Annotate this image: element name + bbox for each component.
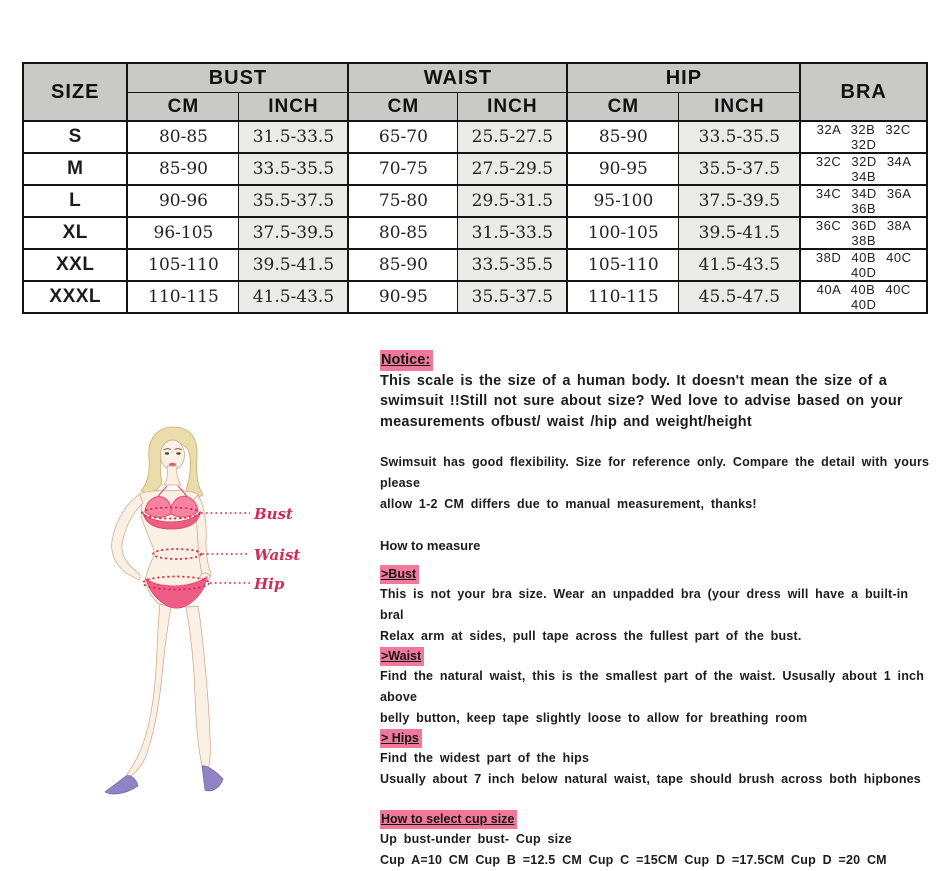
- figure-eye-right: [176, 452, 180, 454]
- size-value: XXL: [23, 249, 127, 281]
- hip-inch-value: 35.5-37.5: [679, 153, 801, 185]
- bra-value: 32C 32D 34A 34B: [800, 153, 927, 185]
- header-bust-cm: CM: [127, 93, 238, 122]
- header-bra: BRA: [800, 63, 927, 121]
- waist-inch-value: 29.5-31.5: [458, 185, 567, 217]
- figure-right-leg: [186, 606, 210, 776]
- waist-inch-value: 33.5-35.5: [458, 249, 567, 281]
- notice-intro-line2: swimsuit !!Still not sure about size? Wed love to advise based on your: [380, 393, 903, 409]
- table-row-xxxl: [23, 281, 927, 313]
- header-size: SIZE: [23, 63, 127, 121]
- hip-inch-value: 41.5-43.5: [679, 249, 801, 281]
- waist-instruction-line2: belly button, keep tape slightly loose to allow for breathing room: [380, 711, 808, 725]
- notice-title: Notice:: [380, 350, 433, 371]
- waist-inch-value: 27.5-29.5: [458, 153, 567, 185]
- notice-intro-line1: This scale is the size of a human body. It doesn't mean the size of a: [380, 372, 888, 389]
- header-bust: BUST: [127, 63, 348, 93]
- waist-section-heading: >Waist: [380, 647, 424, 666]
- waist-cm-value: 75-80: [348, 185, 457, 217]
- bust-inch-value: 37.5-39.5: [239, 217, 348, 249]
- spacer: [380, 432, 932, 452]
- table-row-m: [23, 153, 927, 185]
- waist-label: Waist: [254, 546, 301, 564]
- header-hip-cm: CM: [567, 93, 678, 122]
- spacer: [380, 556, 932, 565]
- hip-inch-value: 37.5-39.5: [679, 185, 801, 217]
- header-hip-inch: INCH: [679, 93, 801, 122]
- waist-cm-value: 65-70: [348, 121, 457, 153]
- table-row-xl: [23, 217, 927, 249]
- size-value: XXXL: [23, 281, 127, 313]
- figure-left-shoe: [105, 776, 138, 794]
- table-row-xxl: [23, 249, 927, 281]
- bust-instruction-line2: Relax arm at sides, pull tape across the fullest part of the bust.: [380, 629, 802, 643]
- bra-value: 32A 32B 32C 32D: [800, 121, 927, 153]
- bra-value: 40A 40B 40C 40D: [800, 281, 927, 313]
- hip-inch-value: 33.5-35.5: [679, 121, 801, 153]
- bust-inch-value: 41.5-43.5: [239, 281, 348, 313]
- bust-label: Bust: [254, 505, 293, 523]
- hip-cm-value: 90-95: [567, 153, 678, 185]
- bust-cm-value: 80-85: [127, 121, 238, 153]
- hip-inch-value: 45.5-47.5: [679, 281, 801, 313]
- how-to-measure-heading: How to measure: [380, 538, 481, 553]
- figure-left-leg: [124, 604, 171, 780]
- figure-left-arm: [112, 494, 143, 580]
- figure-right-shoe: [202, 766, 223, 791]
- table-row-l: [23, 185, 927, 217]
- bust-instruction-line1: This is not your bra size. Wear an unpadded bra (your dress will have a built-in bral: [380, 587, 909, 622]
- notice-intro-line3: measurements ofbust/ waist /hip and weight/height: [380, 413, 752, 430]
- bust-inch-value: 35.5-37.5: [239, 185, 348, 217]
- hip-cm-value: 100-105: [567, 217, 678, 249]
- table-row-s: [23, 121, 927, 153]
- bust-cm-value: 96-105: [127, 217, 238, 249]
- figure-neck: [164, 466, 181, 485]
- cup-size-line1: Up bust-under bust- Cup size: [380, 832, 572, 846]
- header-bust-inch: INCH: [239, 93, 348, 122]
- hip-cm-value: 105-110: [567, 249, 678, 281]
- waist-cm-value: 90-95: [348, 281, 457, 313]
- hip-cm-value: 95-100: [567, 185, 678, 217]
- header-hip: HIP: [567, 63, 800, 93]
- size-value: XL: [23, 217, 127, 249]
- bust-inch-value: 33.5-35.5: [239, 153, 348, 185]
- spacer: [380, 790, 932, 810]
- size-value: M: [23, 153, 127, 185]
- header-waist-cm: CM: [348, 93, 457, 122]
- bust-section-heading: >Bust: [380, 565, 419, 584]
- waist-inch-value: 35.5-37.5: [458, 281, 567, 313]
- waist-cm-value: 85-90: [348, 249, 457, 281]
- flexibility-line1: Swimsuit has good flexibility. Size for reference only. Compare the detail with yours please: [380, 455, 930, 490]
- bust-cm-value: 105-110: [127, 249, 238, 281]
- figure-illustration: [95, 420, 385, 805]
- waist-instruction-line1: Find the natural waist, this is the smallest part of the waist. Ususally about 1 inch above: [380, 669, 925, 704]
- hip-cm-value: 110-115: [567, 281, 678, 313]
- bust-inch-value: 31.5-33.5: [239, 121, 348, 153]
- bust-inch-value: 39.5-41.5: [239, 249, 348, 281]
- hips-instruction-line2: Usually about 7 inch below natural waist, tape should brush across both hipbones: [380, 772, 921, 786]
- bra-value: 36C 36D 38A 38B: [800, 217, 927, 249]
- waist-inch-value: 25.5-27.5: [458, 121, 567, 153]
- measurement-figure-sketch: [95, 420, 385, 805]
- flexibility-line2: allow 1-2 CM differs due to manual measurement, thanks!: [380, 497, 757, 511]
- bra-value: 34C 34D 36A 36B: [800, 185, 927, 217]
- figure-eye-left: [165, 452, 169, 454]
- hip-cm-value: 85-90: [567, 121, 678, 153]
- bust-cm-value: 85-90: [127, 153, 238, 185]
- size-chart-table: [22, 62, 928, 314]
- cup-size-line2: Cup A=10 CM Cup B =12.5 CM Cup C =15CM Cup D =17.5CM Cup D =20 CM: [380, 853, 887, 867]
- header-waist-inch: INCH: [458, 93, 567, 122]
- size-value: S: [23, 121, 127, 153]
- hip-inch-value: 39.5-41.5: [679, 217, 801, 249]
- waist-cm-value: 80-85: [348, 217, 457, 249]
- hip-label: Hip: [254, 575, 285, 593]
- waist-cm-value: 70-75: [348, 153, 457, 185]
- cup-size-heading: How to select cup size: [380, 810, 517, 829]
- bust-cm-value: 110-115: [127, 281, 238, 313]
- waist-inch-value: 31.5-33.5: [458, 217, 567, 249]
- spacer: [380, 515, 932, 535]
- hips-section-heading: > Hips: [380, 729, 422, 748]
- bra-value: 38D 40B 40C 40D: [800, 249, 927, 281]
- bust-cm-value: 90-96: [127, 185, 238, 217]
- notice-panel: [380, 350, 932, 871]
- hips-instruction-line1: Find the widest part of the hips: [380, 751, 590, 765]
- size-value: L: [23, 185, 127, 217]
- header-waist: WAIST: [348, 63, 567, 93]
